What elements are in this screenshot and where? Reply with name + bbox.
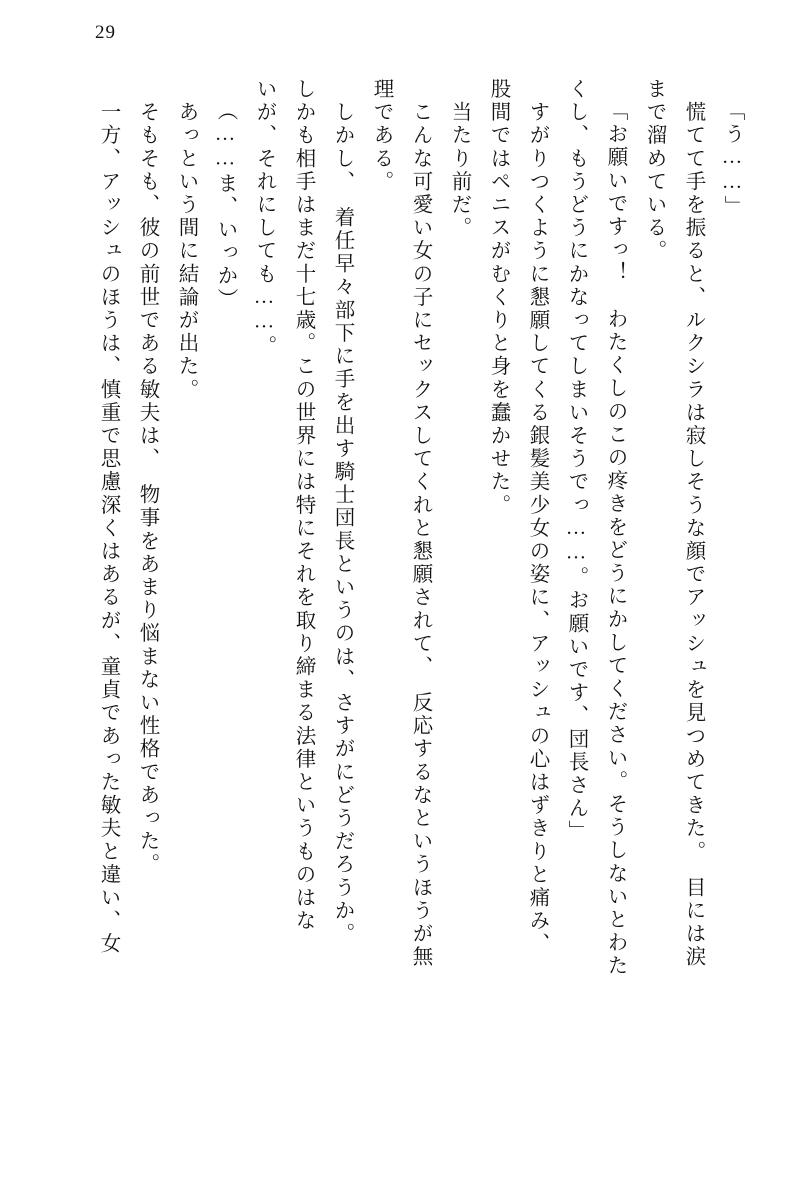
text-column: こんな可愛い女の子にセックスしてくれと懇願されて、 反応するなというほうが無 — [409, 78, 431, 969]
text-column: あっという間に結論が出た。 — [175, 78, 197, 402]
text-column: 慌てて手を振ると、ルクシラは寂しそうな顔でアッシュを見つめてきた。 目には涙 — [682, 78, 704, 969]
text-column: 一方、アッシュのほうは、慎重で思慮深くはあるが、童貞であった敏夫と違い、女 — [97, 78, 119, 956]
text-column: すがりつくように懇願してくる銀髪美少女の姿に、アッシュの心はずきりと痛み、 — [526, 78, 548, 956]
text-column: くし、もうどうにかなってしまいそうでっ……。お願いです、団長さん」 — [565, 78, 587, 844]
vertical-text-body — [52, 78, 742, 1160]
text-column: 「う……」 — [721, 100, 743, 219]
text-column: 「お願いですっ！ わたくしのこの疼きをどうにかしてください。そうしないとわた — [604, 100, 626, 978]
text-column: まで溜めている。 — [643, 78, 665, 263]
text-column: しかし、 着任早々部下に手を出す騎士団長というのは、さすがにどうだろうか。 — [331, 78, 353, 946]
text-column: 当たり前だ。 — [448, 78, 470, 240]
text-column: いが、それにしても……。 — [253, 78, 275, 359]
text-column: そもそも、彼の前世である敏夫は、 物事をあまり悩まない性格であった。 — [136, 78, 158, 877]
text-column: 理である。 — [370, 78, 392, 194]
page-number: 29 — [95, 22, 116, 43]
text-column: しかも相手はまだ十七歳。この世界には特にそれを取り締まる法律というものはな — [292, 78, 314, 933]
text-column: （……ま、いっか） — [214, 100, 236, 311]
text-column: 股間ではペニスがむくりと身を蠢かせた。 — [487, 78, 509, 517]
